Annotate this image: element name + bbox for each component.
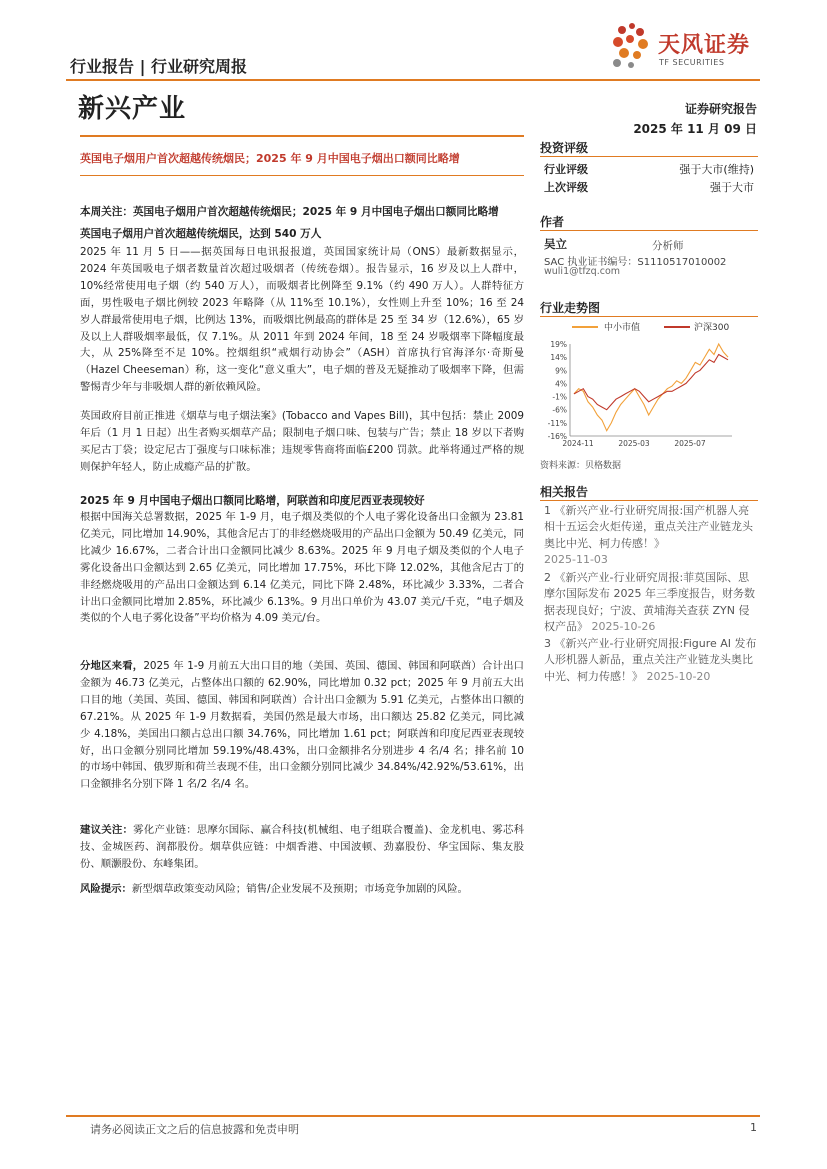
related-item-title[interactable]: 3 《新兴产业-行业研究周报:Figure AI 发布人形机器人新品，重点关注产业链龙头奥比中光、柯力传感！》 [544,637,757,683]
section-1-heading: 英国电子烟用户首次超越传统烟民，达到 540 万人 [80,228,322,240]
section-2-paragraph-2-text: 2025 年 1-9 月前五大出口目的地（美国、英国、德国、韩国和阿联酋）合计出口金额为 46.73 亿美元，占整体出口额的 62.90%，同比增加 0.32 pct；2025 年 9 月前五大出口目的地（美国、英国、德国、韩国和阿联酋）合计出口金额为 5.91 亿美元，占整体出口额的 67.21%。从 2025 年 1-9 月数据看，美国仍然是最大市场，出口额达 25.82 亿美元，同比减少 4.18%，美国出口额占总出口额 34.76%，同比增加 1.61 pct；阿联酋和印度尼西亚表现较好，出口金额分别同比增加 59.19%/48.43%，出口金额排名分别进步 4 名/4 名；排名前 10 的市场中韩国、俄罗斯和荷兰表现不佳，出口金额分别同比减少 34.84%/42.92%/53.61%，出口金额排名分别下降 1 名/2 名/4 名。 [80,660,525,791]
risk-text: 新型烟草政策变动风险；销售/企业发展不及预期；市场竞争加剧的风险。 [131,883,468,895]
report-subtitle: 英国电子烟用户首次超越传统烟民；2025 年 9 月中国电子烟出口额同比略增 [80,152,460,165]
chart-title: 行业走势图 [540,300,758,317]
brand-name-en: TF SECURITIES [659,58,725,67]
y-tick-label: -16% [547,432,567,441]
rating-label: 上次评级 [544,181,588,194]
brand-logo [610,22,760,74]
series-line-hs300 [574,355,728,410]
author-role: 分析师 [652,240,684,252]
section-1-paragraph-2: 英国政府目前正推进《烟草与电子烟法案》(Tobacco and Vapes Bill)，其中包括：禁止 2009 年后（1 月 1 日起）出生者购买烟草产品；限制电子烟口味、包装与广告；禁止 18 岁以下者购买尼古丁袋；设定尼古丁强度与口味标准；违规零售商将面临£200 罚款。此举将通过严格的规则保护年轻人，防止成瘾产品的扩散。 [80,410,524,473]
page-number: 1 [750,1121,757,1134]
suggestion-paragraph [80,822,524,873]
header-rule-bottom [80,135,524,137]
related-item-date: 2025-10-26 [591,619,656,633]
rating-label: 行业评级 [544,163,588,176]
section-2-paragraph-2-lead: 分地区来看， [80,660,144,672]
subtitle-rule [80,175,524,176]
y-tick-label: 9% [555,366,567,376]
legend-swatch-small-cap [572,326,598,328]
suggestion-text: 雾化产业链：思摩尔国际、赢合科技(机械组、电子组联合覆盖)、金龙机电、雾芯科技、金城医药、润都股份。烟草供应链：中烟香港、中国波顿、劲嘉股份、华宝国际、集友股份、顺灏股份、东峰集团。 [80,824,525,870]
section-2-paragraph-1: 根据中国海关总署数据，2025 年 1-9 月，电子烟及类似的个人电子雾化设备出口金额为 23.81 亿美元，同比增加 14.90%，其他含尼古丁的非经燃烧吸用的产品出口金额为 50.49 亿美元，同比减少 16.67%，二者合计出口金额同比减少 8.63%。2025 年 9 月电子烟及类似的个人电子雾化设备出口金额达到 2.65 亿美元，同比增加 17.75%，环比下降 12.02%，其他含尼古丁的非经燃烧吸用的产品出口金额达到 6.14 亿美元，同比下降 2.48%，环比减少 3.33%，二者合计出口金额同比增加 2.85%，环比减少 6.13%。9 月出口单价为 43.07 美元/千克，“电子烟及类似的个人电子雾化设备”平均价格为 4.09 美元/台。 [80,511,524,625]
related-item-date: 2025-11-03 [544,552,608,566]
related-item-date: 2025-10-20 [646,669,711,683]
x-tick-label: 2025-07 [674,439,706,448]
doc-type: 证券研究报告 [684,102,757,116]
y-tick-label: -1% [552,392,567,402]
report-type: 行业报告 | 行业研究周报 [70,57,247,76]
author-name: 吴立 [544,237,567,251]
rating-value: 强于大市(维持) [679,163,754,176]
chart-legend [572,320,762,334]
brand-name: 天风证券 [658,33,751,58]
section-2-heading: 2025 年 9 月中国电子烟出口额同比略增，阿联酋和印度尼西亚表现较好 [80,495,425,507]
y-tick-label: 19% [550,340,567,349]
rating-row-industry [544,162,754,178]
chart-source: 资料来源：贝格数据 [540,461,622,471]
rating-title: 投资评级 [540,140,758,157]
footer-rule [66,1115,760,1117]
suggestion-lead: 建议关注： [80,824,134,836]
report-date: 2025 年 11 月 09 日 [633,122,757,136]
author-email[interactable]: wuli1@tfzq.com [544,266,621,277]
logo-mark-icon [610,22,656,70]
section-2-paragraph-2 [80,658,524,793]
footer-disclaimer[interactable]: 请务必阅读正文之后的信息披露和免责申明 [90,1123,299,1136]
related-item-title[interactable]: 2 《新兴产业-行业研究周报:菲莫国际、思摩尔国际发布 2025 年三季度报告，财务数据表现良好；宁波、黄埔海关查获 ZYN 侵权产品》 [544,571,755,633]
x-tick-label: 2025-03 [618,439,650,448]
sector-title: 新兴产业 [78,94,187,124]
legend-label-small-cap: 中小市值 [604,323,641,333]
related-item[interactable] [544,503,758,568]
risk-paragraph [80,881,524,898]
x-tick-label: 2024-11 [562,439,594,448]
related-title: 相关报告 [540,484,758,501]
series-line-small-cap [574,344,728,431]
related-item[interactable] [544,570,758,635]
y-tick-label: -6% [552,405,567,415]
author-cert: SAC 执业证书编号：S1110517010002 [544,257,727,268]
rating-row-previous [544,180,754,196]
section-1-paragraph-1: 2025 年 11 月 5 日——据英国每日电讯报报道，英国国家统计局（ONS）最新数据显示，2024 年英国吸电子烟者数量首次超过吸烟者（传统卷烟）。报告显示，16 岁及以上人群中，10%经常使用电子烟（约 540 万人），而吸烟者比例降至 9.1%（约 490 万人）。人群特征方面，男性吸电子烟比例较 2023 年略降（从 11%至 10.1%），女性则上升至 10%；16 至 24 岁人群最常使用电子烟，比例达 13%，而吸烟比例最高的群体是 25 至 34 岁（12.6%），65 岁及以上人群吸烟率最低，仅 7.1%。从 2011 年到 2024 年间，18 至 24 岁吸烟率下降幅度最大，从 25%降至不足 10%。控烟组织“戒烟行动协会”（ASH）首席执行官海泽尔·奇斯曼（Hazel Cheeseman）称，这一变化“意义重大”，电子烟的普及无疑推动了吸烟率下降，但需警惕青少年与非吸烟人群的新依赖风险。 [80,246,524,394]
rating-value: 强于大市 [710,181,754,194]
risk-lead: 风险提示： [80,883,132,895]
legend-label-hs300: 沪深300 [694,323,730,333]
trend-chart [540,336,760,454]
y-tick-label: 14% [550,353,567,363]
related-item[interactable] [544,636,758,685]
related-item-title[interactable]: 1 《新兴产业-行业研究周报:国产机器人亮相十五运会火炬传递，重点关注产业链龙头奥比中光、柯力传感！》 [544,504,753,550]
y-tick-label: 4% [555,379,567,389]
focus-heading: 本周关注：英国电子烟用户首次超越传统烟民；2025 年 9 月中国电子烟出口额同比略增 [80,206,499,218]
header-rule-top [66,79,760,81]
y-tick-label: -11% [547,418,567,428]
legend-swatch-hs300 [664,326,690,328]
author-title: 作者 [540,214,758,231]
